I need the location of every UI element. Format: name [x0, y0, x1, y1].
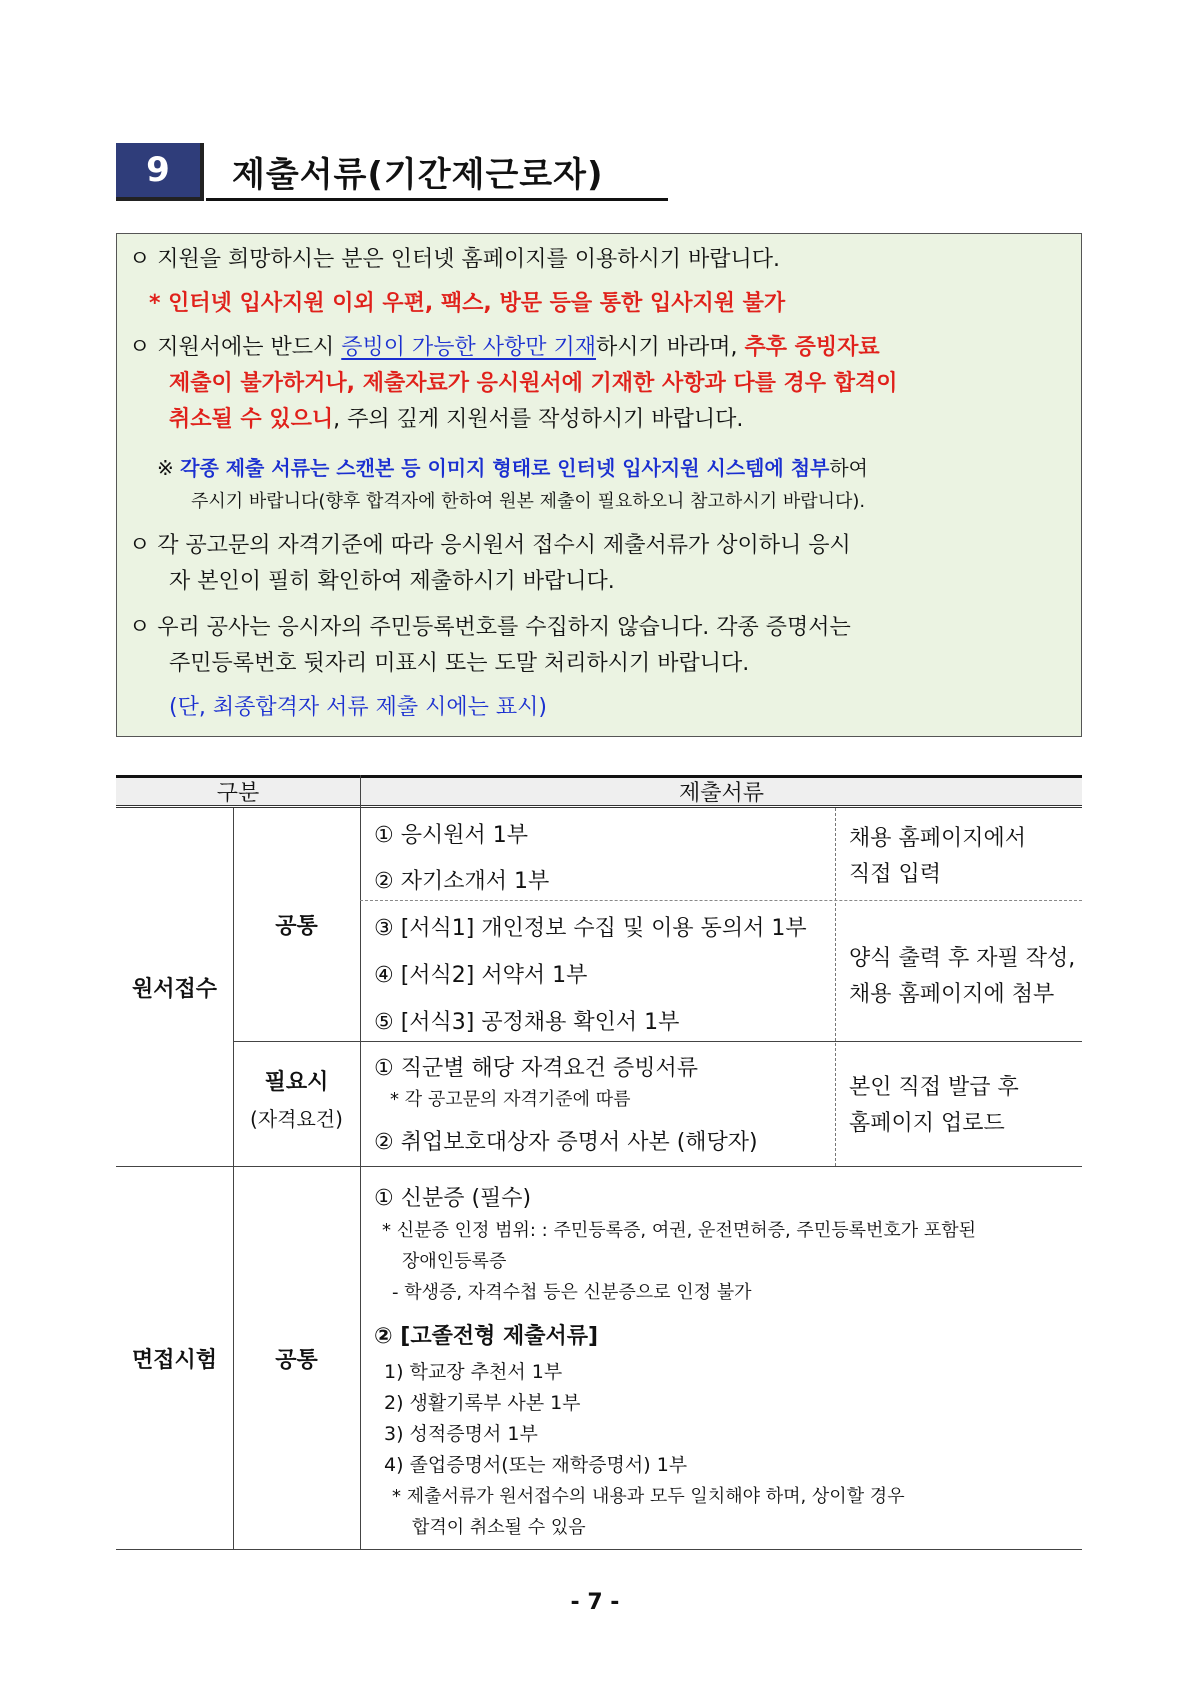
list-item: 3) 성적증명서 1부	[384, 1423, 538, 1445]
notice-p1: ㅇ 지원을 희망하시는 분은 인터넷 홈페이지를 이용하시기 바랍니다.	[129, 247, 781, 272]
notice-p2	[129, 330, 880, 366]
list-item: 2) 생활기록부 사본 1부	[384, 1392, 581, 1414]
row-label-application: 원서접수	[131, 976, 217, 1002]
list-item: ② 자기소개서 1부	[374, 869, 550, 894]
notice-p2-line2: 제출이 불가하거나, 제출자료가 응시원서에 기재한 사항과 다를 경우 합격이	[169, 371, 898, 396]
section-number: 9	[116, 143, 204, 201]
remark-line: 채용 홈페이지에서	[849, 826, 1027, 851]
list-item-note: 합격이 취소될 수 있음	[412, 1517, 586, 1538]
header-category: 구분	[216, 781, 260, 806]
page-number: - 7 -	[570, 1590, 620, 1615]
notice-p2-line3-rest: , 주의 깊게 지원서를 작성하시기 바랍니다.	[333, 407, 744, 432]
notice-p2-c: 하시기 바라며,	[596, 335, 745, 360]
list-item: ④ [서식2] 서약서 1부	[374, 963, 588, 988]
list-item: ② 취업보호대상자 증명서 사본 (해당자)	[374, 1130, 758, 1155]
remark-line: 채용 홈페이지에 첨부	[849, 982, 1055, 1007]
notice-p3-mark: ※	[157, 456, 181, 480]
notice-p3-line2: 주시기 바랍니다(향후 합격자에 한하여 원본 제출이 필요하오니 참고하시기 바랍니다).	[191, 491, 866, 512]
list-item-note: * 각 공고문의 자격기준에 따름	[390, 1089, 631, 1110]
col-divider-remarks	[835, 808, 837, 1166]
list-item: ⑤ [서식3] 공정채용 확인서 1부	[374, 1010, 680, 1035]
list-item-note: * 신분증 인정 범위: : 주민등록증, 여권, 운전면허증, 주민등록번호가 포함된	[382, 1220, 977, 1241]
list-item-note: 장애인등록증	[402, 1251, 507, 1272]
row-label-common: 공통	[275, 914, 318, 939]
notice-p2-line3	[169, 402, 743, 438]
notice-p2-line3-red: 취소될 수 있으니	[169, 407, 334, 432]
notice-p5-line2: 주민등록번호 뒷자리 미표시 또는 도말 처리하시기 바랍니다.	[169, 651, 750, 676]
table-bottom-rule	[116, 1549, 1082, 1550]
list-item: 1) 학교장 추천서 1부	[384, 1361, 563, 1383]
header-divider	[360, 775, 361, 808]
row-label-interview: 면접시험	[131, 1347, 217, 1373]
list-item: 4) 졸업증명서(또는 재학증명서) 1부	[384, 1454, 688, 1476]
row-label-optional: 필요시	[264, 1070, 329, 1095]
remark-line: 직접 입력	[849, 862, 942, 887]
list-item-note: - 학생증, 자격수첩 등은 신분증으로 인정 불가	[392, 1282, 752, 1303]
notice-p2-a: ㅇ 지원서에는 반드시	[129, 335, 342, 360]
header-documents: 제출서류	[678, 781, 764, 806]
list-item: ① 직군별 해당 자격요건 증빙서류	[374, 1056, 698, 1081]
section-header	[116, 143, 668, 203]
notice-p3-rest: 하여	[829, 456, 868, 480]
notice-p5-line3: (단, 최종합격자 서류 제출 시에는 표시)	[169, 695, 547, 720]
list-item-note: * 제출서류가 원서접수의 내용과 모두 일치해야 하며, 상이할 경우	[392, 1486, 905, 1507]
row-label-interview-common: 공통	[275, 1347, 318, 1373]
notice-p3-blue: 각종 제출 서류는 스캔본 등 이미지 형태로 인터넷 입사지원 시스템에 첨부	[180, 456, 830, 480]
remark-line: 양식 출력 후 자필 작성,	[849, 946, 1076, 971]
list-item-heading: ② [고졸전형 제출서류]	[374, 1324, 599, 1349]
row-label-optional-sub: (자격요건)	[250, 1107, 343, 1131]
notice-box	[116, 233, 1082, 737]
list-item: ③ [서식1] 개인정보 수집 및 이용 동의서 1부	[374, 916, 807, 941]
row-divider-dashed	[360, 900, 1082, 901]
section-title-underline	[206, 198, 668, 201]
notice-p3	[157, 450, 868, 486]
row-divider-optional	[233, 1041, 1082, 1042]
notice-p5-line1: ㅇ 우리 공사는 응시자의 주민등록번호를 수집하지 않습니다. 각종 증명서는	[129, 615, 851, 640]
remark-line: 본인 직접 발급 후	[849, 1075, 1019, 1100]
notice-p4-line2: 자 본인이 필히 확인하여 제출하시기 바랍니다.	[169, 569, 615, 594]
notice-p2-highlight: 증빙이 가능한 사항만 기재	[341, 335, 597, 360]
col-divider-2	[360, 808, 361, 1550]
notice-p4-line1: ㅇ 각 공고문의 자격기준에 따라 응시원서 접수시 제출서류가 상이하니 응시	[129, 533, 851, 558]
list-item: ① 신분증 (필수)	[374, 1186, 532, 1211]
section-title: 제출서류(기간제근로자)	[232, 155, 604, 195]
documents-table	[116, 775, 1082, 1550]
notice-p2-d: 추후 증빙자료	[744, 335, 880, 360]
remark-line: 홈페이지 업로드	[849, 1111, 1005, 1136]
list-item: ① 응시원서 1부	[374, 823, 528, 848]
notice-p1-note: * 인터넷 입사지원 이외 우편, 팩스, 방문 등을 통한 입사지원 불가	[149, 291, 786, 316]
